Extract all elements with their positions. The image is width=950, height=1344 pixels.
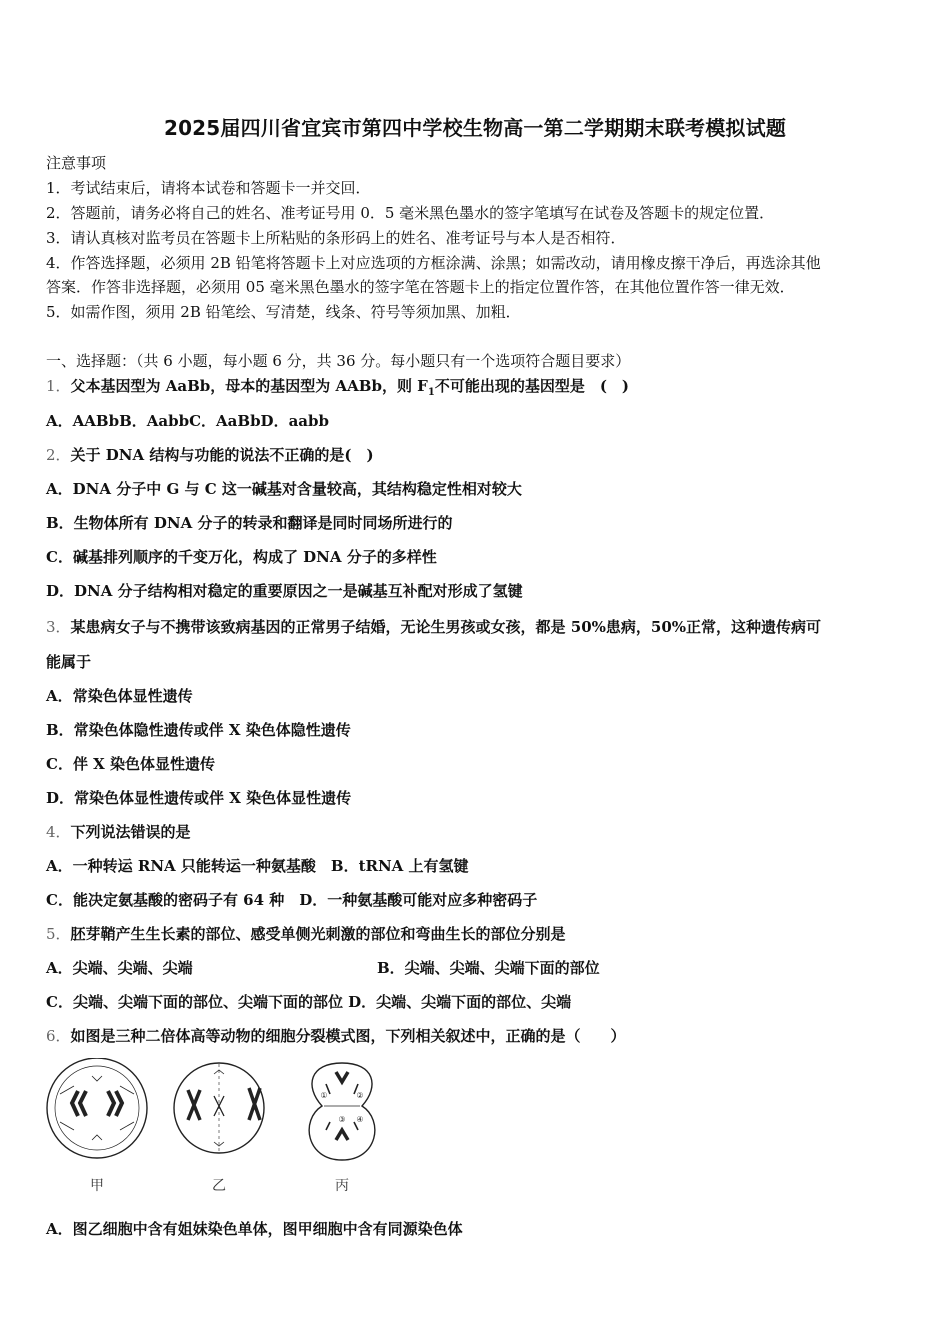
question-4 <box>46 821 191 842</box>
q3-option-c: C．伴 X 染色体显性遗传 <box>46 755 216 773</box>
q2-option-b: B．生物体所有 DNA 分子的转录和翻译是同时同场所进行的 <box>46 514 453 532</box>
question-3-cont: 能属于 <box>46 653 92 671</box>
notice-item: 答案．作答非选择题，必须用 05 毫米黑色墨水的签字笔在答题卡上的指定位置作答，在其他位置作答一律无效． <box>46 278 795 296</box>
question-stem: 父本基因型为 AaBb，母本的基因型为 AABb，则 F <box>70 377 428 395</box>
q4-options-cd: C．能决定氨基酸的密码子有 64 种 D．一种氨基酸可能对应多种密码子 <box>46 891 538 909</box>
figure-label-bing: 丙 <box>335 1178 349 1194</box>
notice-item: 3．请认真核对监考员在答题卡上所粘贴的条形码上的姓名、准考证号与本人是否相符． <box>46 229 626 247</box>
question-2 <box>46 444 374 465</box>
question-6 <box>46 1025 626 1046</box>
cell-number-label: ① <box>320 1091 328 1100</box>
question-number: 1． <box>46 377 71 395</box>
figure-label-jia: 甲 <box>90 1178 104 1194</box>
q1-options: A．AABbB．AabbC．AaBbD．aabb <box>46 412 329 430</box>
figure-label-yi: 乙 <box>212 1178 226 1194</box>
cell-number-label: ② <box>356 1091 364 1100</box>
question-stem: 某患病女子与不携带该致病基因的正常男子结婚，无论生男孩或女孩，都是 50%患病，50%正常，这种遗传病可 <box>70 618 822 636</box>
q2-option-d: D．DNA 分子结构相对稳定的重要原因之一是碱基互补配对形成了氢键 <box>46 582 523 600</box>
cell-number-label: ③ <box>338 1115 346 1124</box>
cell-jia <box>47 1058 147 1158</box>
question-stem: 胚芽鞘产生生长素的部位、感受单侧光刺激的部位和弯曲生长的部位分别是 <box>70 925 566 943</box>
q5-options-cd: C．尖端、尖端下面的部位、尖端下面的部位 D．尖端、尖端下面的部位、尖端 <box>46 993 572 1011</box>
q3-option-d: D．常染色体显性遗传或伴 X 染色体显性遗传 <box>46 789 352 807</box>
cell-bing <box>309 1063 375 1160</box>
question-3 <box>46 616 821 637</box>
notice-item: 4．作答选择题，必须用 2B 铅笔将答题卡上对应选项的方框涂满、涂黑；如需改动，请用橡皮擦干净后，再选涂其他 <box>46 254 821 272</box>
q4-options-ab: A．一种转运 RNA 只能转运一种氨基酸 B．tRNA 上有氢键 <box>46 857 469 875</box>
page-title: 2025届四川省宜宾市第四中学校生物高一第二学期期末联考模拟试题 <box>163 116 787 140</box>
q5-option-b: B．尖端、尖端、尖端下面的部位 <box>377 959 600 977</box>
notice-item: 2．答题前，请务必将自己的姓名、准考证号用 0．5 毫米黑色墨水的签字笔填写在试卷及答题卡的规定位置． <box>46 204 775 222</box>
question-5 <box>46 923 566 944</box>
q2-option-a: A．DNA 分子中 G 与 C 这一碱基对含量较高，其结构稳定性相对较大 <box>46 480 522 498</box>
notice-item: 5．如需作图，须用 2B 铅笔绘、写清楚，线条、符号等须加黑、加粗． <box>46 303 521 321</box>
cell-yi <box>174 1063 264 1153</box>
cell-division-figure <box>42 1058 392 1198</box>
question-stem: 如图是三种二倍体高等动物的细胞分裂模式图，下列相关叙述中，正确的是（ ） <box>70 1027 626 1045</box>
question-number: 6． <box>46 1027 71 1045</box>
subscript: 1 <box>427 387 435 398</box>
question-1 <box>46 375 629 398</box>
cell-number-label: ④ <box>356 1115 364 1124</box>
q2-option-c: C．碱基排列顺序的千变万化，构成了 DNA 分子的多样性 <box>46 548 437 566</box>
section-heading: 一、选择题：（共 6 小题，每小题 6 分，共 36 分。每小题只有一个选项符合题目要求） <box>46 352 631 370</box>
question-stem-end: 不可能出现的基因型是 ( ) <box>434 377 630 395</box>
q5-option-a: A．尖端、尖端、尖端 <box>46 959 193 977</box>
question-stem: 下列说法错误的是 <box>70 823 191 841</box>
question-number: 3． <box>46 618 71 636</box>
notice-heading: 注意事项 <box>46 154 107 172</box>
notice-item: 1．考试结束后，请将本试卷和答题卡一并交回． <box>46 179 371 197</box>
question-number: 5． <box>46 925 71 943</box>
question-number: 4． <box>46 823 71 841</box>
question-stem: 关于 DNA 结构与功能的说法不正确的是( ) <box>70 446 374 464</box>
question-number: 2． <box>46 446 71 464</box>
q3-option-b: B．常染色体隐性遗传或伴 X 染色体隐性遗传 <box>46 721 351 739</box>
q3-option-a: A．常染色体显性遗传 <box>46 687 193 705</box>
q6-option-a: A．图乙细胞中含有姐妹染色单体，图甲细胞中含有同源染色体 <box>46 1220 463 1238</box>
